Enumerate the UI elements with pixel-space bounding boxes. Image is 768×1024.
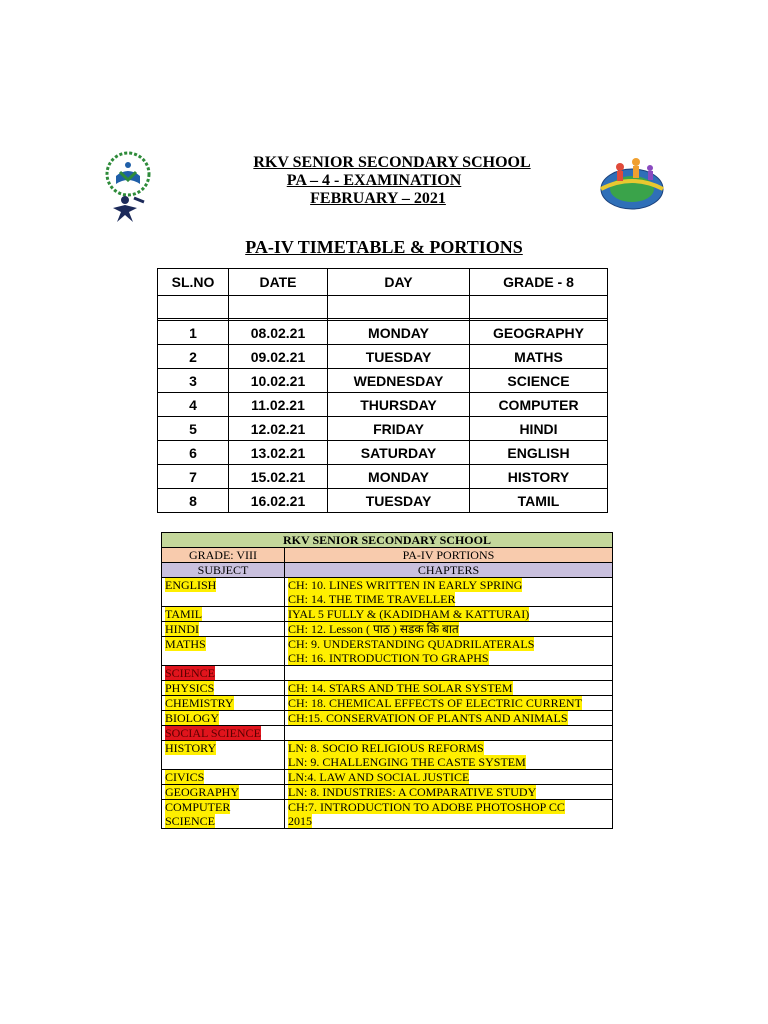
date-cell: 09.02.21 [229,345,328,369]
chapter-text: 2015 [288,814,312,828]
chapter-text: CH: 12. Lesson ( पाठ ) सडक कि बात [288,622,459,636]
table-row [158,489,608,513]
day-cell: TUESDAY [328,345,470,369]
portion-subject-text: CIVICS [165,770,205,784]
slno-cell: 4 [158,393,229,417]
portion-subject-text: GEOGRAPHY [165,785,240,799]
timetable [157,268,608,513]
header-grade: GRADE - 8 [470,269,608,296]
date-cell: 11.02.21 [229,393,328,417]
list-item [162,622,613,637]
portions-table [161,532,613,829]
day-cell: TUESDAY [328,489,470,513]
portion-chapters [285,696,613,711]
portions-grade-row [162,548,613,563]
portion-subject-text: COMPUTER [165,800,231,814]
chapter-text: CH: 9. UNDERSTANDING QUADRILATERALS [288,637,535,651]
table-row [158,417,608,441]
portion-subject [162,800,285,829]
portion-subject [162,666,285,681]
chapter-text: CH: 10. LINES WRITTEN IN EARLY SPRING [288,578,523,592]
slno-cell: 5 [158,417,229,441]
day-cell: FRIDAY [328,417,470,441]
portion-subject [162,637,285,666]
list-item [162,696,613,711]
date-cell: 12.02.21 [229,417,328,441]
table-row [158,321,608,345]
portion-subject [162,607,285,622]
slno-cell: 8 [158,489,229,513]
portion-subject [162,726,285,741]
portion-chapters [285,622,613,637]
portions-school-name: RKV SENIOR SECONDARY SCHOOL [162,533,613,548]
chapter-text: LN: 9. CHALLENGING THE CASTE SYSTEM [288,755,526,769]
chapter-text: CH:15. CONSERVATION OF PLANTS AND ANIMALS [288,711,568,725]
list-item [162,607,613,622]
day-cell: THURSDAY [328,393,470,417]
table-row-blank [158,296,608,319]
slno-cell: 6 [158,441,229,465]
chapter-text: LN: 8. INDUSTRIES: A COMPARATIVE STUDY [288,785,537,799]
list-item [162,578,613,607]
list-item [162,741,613,770]
list-item [162,711,613,726]
header-day: DAY [328,269,470,296]
portion-subject-text: PHYSICS [165,681,215,695]
school-name: RKV SENIOR SECONDARY SCHOOL [253,154,531,171]
portion-subject-text: SCIENCE [165,666,216,680]
date-cell: 08.02.21 [229,321,328,345]
chapter-text: LN:4. LAW AND SOCIAL JUSTICE [288,770,470,784]
portion-subject [162,770,285,785]
date-cell: 13.02.21 [229,441,328,465]
day-cell: WEDNESDAY [328,369,470,393]
subject-cell: TAMIL [470,489,608,513]
chapter-text: LN: 8. SOCIO RELIGIOUS REFORMS [288,741,484,755]
list-item [162,800,613,829]
slno-cell: 1 [158,321,229,345]
portion-subject-text: HINDI [165,622,199,636]
portion-subject [162,741,285,770]
portion-chapters [285,741,613,770]
list-item [162,770,613,785]
portion-subject [162,681,285,696]
portion-chapters [285,800,613,829]
list-item [162,637,613,666]
chapter-text: CH: 16. INTRODUCTION TO GRAPHS [288,651,489,665]
portions-column-row [162,563,613,578]
portion-subject-text: SOCIAL SCIENCE [165,726,261,740]
portions-school-row [162,533,613,548]
table-row [158,465,608,489]
date-cell: 16.02.21 [229,489,328,513]
table-row [158,345,608,369]
portion-chapters [285,711,613,726]
portion-subject [162,622,285,637]
slno-cell: 2 [158,345,229,369]
portion-chapters [285,785,613,800]
portion-chapters [285,770,613,785]
portion-chapters [285,681,613,696]
portions-body [162,578,613,829]
list-item [162,681,613,696]
portion-subject [162,696,285,711]
subject-cell: SCIENCE [470,369,608,393]
list-item [162,785,613,800]
day-cell: MONDAY [328,465,470,489]
subject-cell: HINDI [470,417,608,441]
slno-cell: 3 [158,369,229,393]
date-cell: 15.02.21 [229,465,328,489]
portion-subject [162,578,285,607]
portion-chapters [285,666,613,681]
portion-subject [162,711,285,726]
date-cell: 10.02.21 [229,369,328,393]
slno-cell: 7 [158,465,229,489]
subject-cell: MATHS [470,345,608,369]
header-date: DATE [229,269,328,296]
chapter-text: CH:7. INTRODUCTION TO ADOBE PHOTOSHOP CC [288,800,565,814]
portions-heading: PA-IV PORTIONS [285,548,613,563]
portion-subject-text: ENGLISH [165,578,217,592]
chapter-text: CH: 14. STARS AND THE SOLAR SYSTEM [288,681,513,695]
portion-subject-text: CHEMISTRY [165,696,234,710]
list-item [162,666,613,681]
exam-month: FEBRUARY – 2021 [310,190,446,207]
portion-chapters [285,578,613,607]
portion-subject-text: MATHS [165,637,206,651]
portions-grade: GRADE: VIII [162,548,285,563]
subject-cell: COMPUTER [470,393,608,417]
subject-cell: GEOGRAPHY [470,321,608,345]
subject-cell: ENGLISH [470,441,608,465]
table-row [158,441,608,465]
day-cell: MONDAY [328,321,470,345]
table-row [158,393,608,417]
chapter-text: IYAL 5 FULLY & (KADIDHAM & KATTURAI) [288,607,530,621]
header-slno: SL.NO [158,269,229,296]
timetable-body [158,321,608,513]
timetable-header-row [158,269,608,296]
list-item [162,726,613,741]
page-title: PA-IV TIMETABLE & PORTIONS [245,237,523,257]
portion-chapters [285,637,613,666]
portion-chapters [285,726,613,741]
portion-subject [162,785,285,800]
portion-chapters [285,607,613,622]
portions-subject-col: SUBJECT [162,563,285,578]
portion-subject-text: SCIENCE [165,814,216,828]
exam-name: PA – 4 - EXAMINATION [286,172,462,189]
chapter-text: CH: 14. THE TIME TRAVELLER [288,592,456,606]
chapter-text: CH: 18. CHEMICAL EFFECTS OF ELECTRIC CURRENT [288,696,582,710]
subject-cell: HISTORY [470,465,608,489]
day-cell: SATURDAY [328,441,470,465]
portion-subject-text: HISTORY [165,741,217,755]
table-row [158,369,608,393]
portions-chapters-col: CHAPTERS [285,563,613,578]
portion-subject-text: TAMIL [165,607,203,621]
portion-subject-text: BIOLOGY [165,711,219,725]
